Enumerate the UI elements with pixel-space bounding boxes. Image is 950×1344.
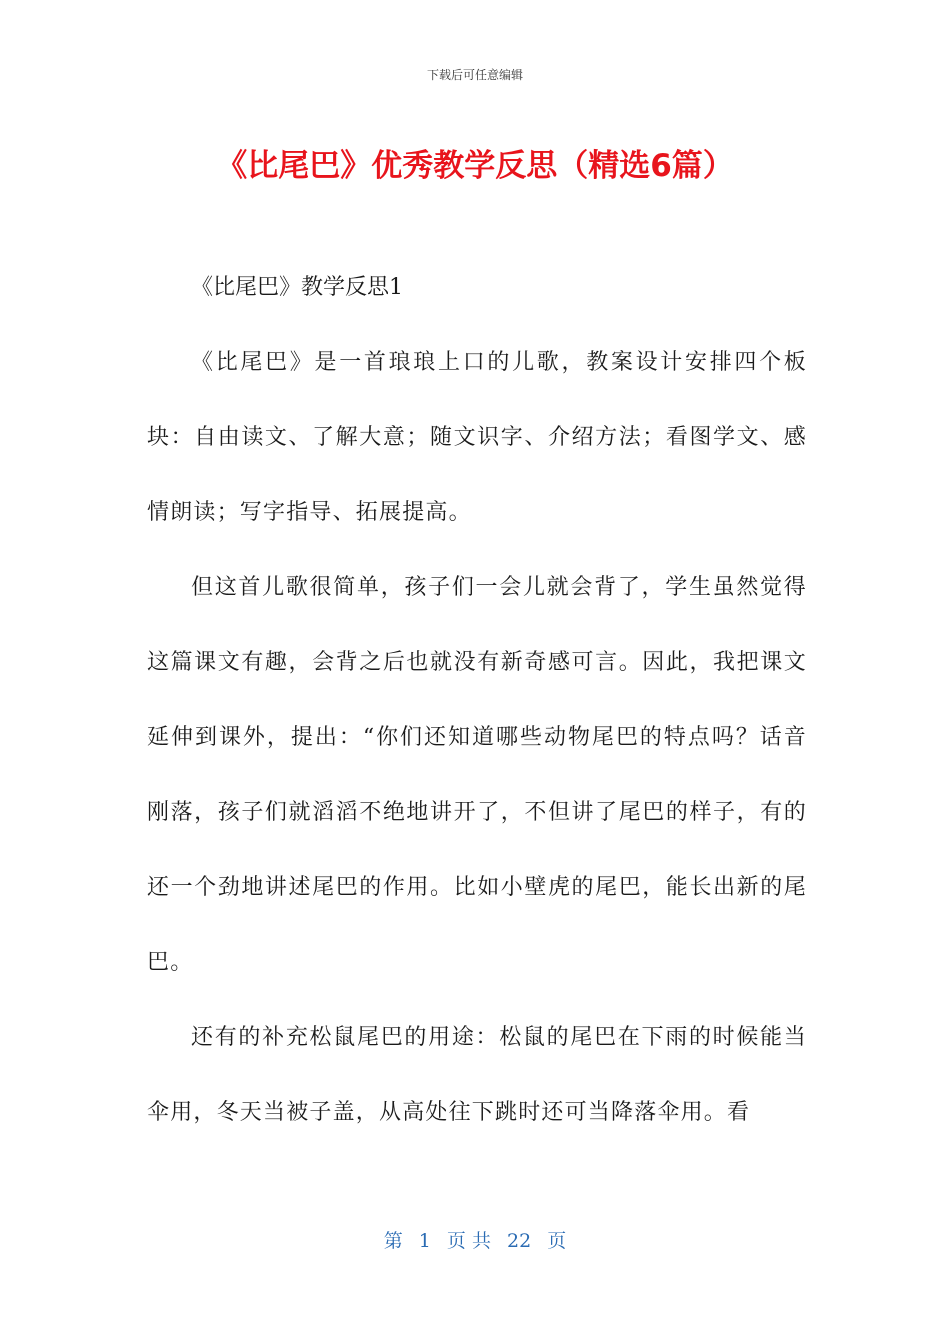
- footer-prefix: 第: [383, 1230, 403, 1252]
- header-note: 下载后可任意编辑: [426, 68, 523, 82]
- footer-suffix: 页: [547, 1230, 567, 1252]
- paragraph-3: 还有的补充松鼠尾巴的用途：松鼠的尾巴在下雨的时候能当伞用，冬天当被子盖，从高处往下跳时还可当降落伞用。看: [147, 1025, 807, 1125]
- paragraph-1: 《比尾巴》是一首琅琅上口的儿歌，教案设计安排四个板块：自由读文、了解大意；随文识字、介绍方法；看图学文、感情朗读；写字指导、拓展提高。: [147, 350, 807, 525]
- section-heading: 《比尾巴》教学反思1: [191, 275, 403, 300]
- document-title: 《比尾巴》优秀教学反思（精选6篇）: [216, 148, 734, 184]
- total-pages: 22: [507, 1230, 532, 1252]
- page-footer: [0, 1226, 950, 1253]
- document-body: [147, 250, 807, 1150]
- paragraph-2: 但这首儿歌很简单，孩子们一会儿就会背了，学生虽然觉得这篇课文有趣，会背之后也就没有新奇感可言。因此，我把课文延伸到课外，提出：“你们还知道哪些动物尾巴的特点吗？话音刚落，孩子们就滔滔不绝地讲开了，不但讲了尾巴的样子，有的还一个劲地讲述尾巴的作用。比如小壁虎的尾巴，能长出新的尾巴。: [147, 575, 807, 975]
- current-page-number: 1: [418, 1230, 431, 1252]
- footer-middle: 页 共: [446, 1230, 491, 1252]
